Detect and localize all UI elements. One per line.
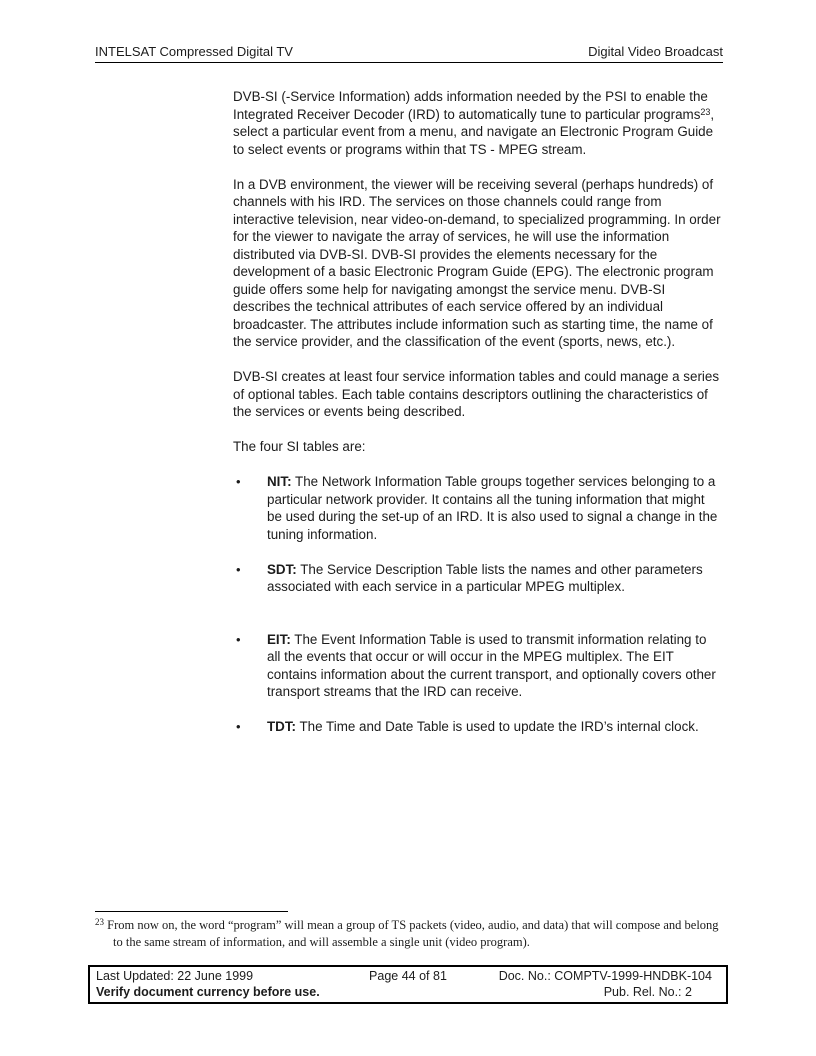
list-text-sdt: The Service Description Table lists the names and other parameters associated with each service in a particular MPEG multiplex. (267, 561, 703, 594)
bullet-icon: • (236, 561, 241, 577)
footer-row-2 (90, 984, 726, 1000)
header-left-title: INTELSAT Compressed Digital TV (95, 44, 293, 59)
footer-spacer (344, 984, 471, 1000)
list-term-nit: NIT: (267, 474, 292, 489)
list-item-eit (233, 613, 722, 701)
footnote-number: 23 (95, 917, 104, 927)
list-term-sdt: SDT: (267, 561, 297, 577)
footnote-reference-23: 23 (700, 106, 711, 117)
paragraph-1-text: DVB-SI (-Service Information) adds information needed by the PSI to enable the Integrated Receiver Decoder (IRD) to automatically tune to particular programs (233, 89, 708, 122)
running-header (95, 44, 723, 63)
bullet-icon: • (236, 631, 241, 647)
list-term-eit: EIT: (267, 631, 291, 647)
footer-doc-number: Doc. No.: COMPTV-1999-HNDBK-104 (498, 969, 712, 983)
paragraph-si-tables: DVB-SI creates at least four service information tables and could manage a series of optional tables. Each table contains descriptors outlining the characteristics of the services or events being described. (233, 369, 720, 419)
list-item-tdt (233, 718, 722, 736)
bullet-icon: • (236, 474, 241, 489)
footer-row-1 (90, 968, 726, 984)
footer-last-updated: Last Updated: 22 June 1999 (96, 969, 254, 983)
list-item-nit (233, 473, 722, 543)
bullet-icon: • (236, 719, 241, 734)
footer-page-number: Page 44 of 81 (369, 969, 447, 983)
list-text-nit: The Network Information Table groups together services belonging to a particular network provider. It contains all the tuning information that might be used during the set-up of an IRD. It is also used to signal a change in the tuning information. (267, 474, 718, 542)
list-text-tdt: The Time and Date Table is used to update the IRD’s internal clock. (296, 719, 699, 734)
list-term-tdt: TDT: (267, 719, 297, 734)
footnote-separator-line (95, 911, 288, 912)
paragraph-four-tables-lead-in: The four SI tables are: (233, 439, 366, 454)
list-text-eit: The Event Information Table is used to transmit information relating to all the events that occur or will occur in the MPEG multiplex. The EIT contains information about the current transport, and optionally covers other transport streams that the IRD can receive. (267, 631, 716, 699)
paragraph-1-text-continued: , select a particular event from a menu, and navigate an Electronic Program Guide to select events or programs within that TS - MPEG stream. (233, 106, 715, 157)
paragraph-dvb-environment: In a DVB environment, the viewer will be receiving several (perhaps hundreds) of channels with his IRD. The services on those channels could range from interactive television, near video-on-demand, to specialized programming. In order for the viewer to navigate the array of services, he will use the information distributed via DVB-SI. DVB-SI provides the elements necessary for the development of a basic Electronic Program Guide (EPG). The electronic program guide offers some help for navigating amongst the service menu. DVB-SI describes the technical attributes of each service offered by an individual broadcaster. The attributes include information such as starting time, the name of the service provider, and the classification of the event (sports, news, etc.). (233, 176, 721, 349)
footer-pub-rel-number: Pub. Rel. No.: 2 (603, 985, 692, 999)
footnote (95, 917, 726, 950)
document-control-footer (88, 965, 728, 1004)
footer-verify-notice: Verify document currency before use. (96, 985, 320, 999)
list-item-sdt (233, 561, 722, 596)
header-right-title: Digital Video Broadcast (588, 44, 723, 59)
si-tables-list (233, 473, 722, 736)
body-text (233, 88, 722, 753)
footnote-text: From now on, the word “program” will mean a group of TS packets (video, audio, and data) that will compose and belong to the same stream of information, and will assemble a single unit (video program). (104, 918, 719, 949)
paragraph-dvb-si-intro (233, 88, 722, 158)
